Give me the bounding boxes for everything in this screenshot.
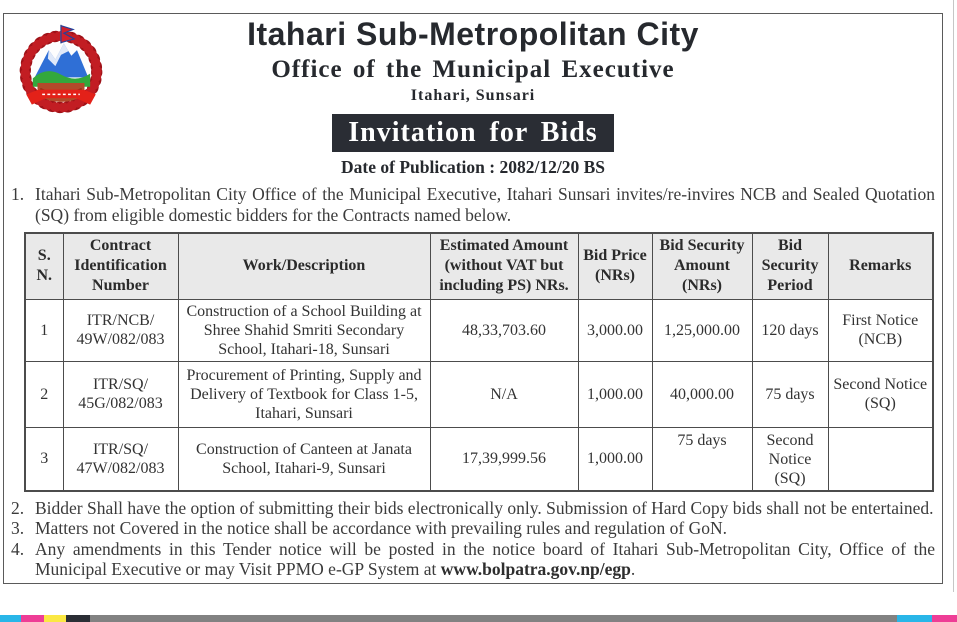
col-header-description: Work/Description — [178, 233, 430, 299]
table-row — [25, 427, 933, 491]
cell-remarks: First Notice (NCB) — [828, 299, 933, 361]
egp-url-text: www.bolpatra.gov.np/egp — [440, 559, 631, 579]
cell-estimated-amount: N/A — [430, 361, 578, 427]
page-title: Itahari Sub-Metropolitan City — [247, 16, 699, 52]
cell-description: Construction of a School Building at Shree Shahid Smriti Secondary School, Itahari-18, Sunsari — [178, 299, 430, 361]
cell-sn: 2 — [25, 361, 63, 427]
notice-header — [4, 16, 942, 177]
cell-bid-security-period: 75 days — [752, 361, 828, 427]
notice-border-box — [3, 13, 943, 584]
table-row — [25, 361, 933, 427]
note-text-suffix: . — [630, 559, 636, 579]
cell-bid-security-amount: 40,000.00 — [652, 361, 752, 427]
col-header-contract-id: Contract Identification Number — [63, 233, 178, 299]
col-header-remarks: Remarks — [828, 233, 933, 299]
bar-gray-segment — [90, 615, 897, 622]
note-text: Bidder Shall have the option of submitting their bids electronically only. Submission of Hard Copy bids shall not be entertained. — [35, 497, 934, 518]
cell-estimated-amount: 48,33,703.60 — [430, 299, 578, 361]
cell-bid-security-amount: 1,25,000.00 — [652, 299, 752, 361]
cell-estimated-amount: 17,39,999.56 — [430, 427, 578, 491]
bar-yellow-segment — [44, 615, 66, 622]
intro-text: Itahari Sub-Metropolitan City Office of the Municipal Executive, Itahari Sunsari invites/re-invires NCB and Sealed Quotation (SQ) from eligible domestic bidders for the Contracts named below. — [35, 184, 935, 225]
cell-description: Construction of Canteen at Janata School, Itahari-9, Sunsari — [178, 427, 430, 491]
note-paragraph — [11, 539, 935, 580]
note-paragraph — [11, 518, 935, 539]
nepal-emblem-logo — [14, 19, 108, 117]
cell-bid-price: 1,000.00 — [578, 361, 652, 427]
note-paragraph — [11, 498, 935, 519]
col-header-sn: S. N. — [25, 233, 63, 299]
office-subtitle: Office of the Municipal Executive — [271, 56, 675, 83]
table-header-row — [25, 233, 933, 299]
col-header-bid-security-period: Bid Security Period — [752, 233, 828, 299]
intro-paragraph — [11, 184, 935, 225]
cell-bid-security-period: 75 days — [652, 427, 752, 491]
col-header-bid-security-amount: Bid Security Amount (NRs) — [652, 233, 752, 299]
cell-remarks: Second Notice (SQ) — [752, 427, 828, 491]
cell-bid-security-period: 120 days — [752, 299, 828, 361]
publication-date: Date of Publication : 2082/12/20 BS — [341, 157, 605, 177]
cell-contract-id: ITR/NCB/ 49W/082/083 — [63, 299, 178, 361]
location-line: Itahari, Sunsari — [410, 87, 536, 104]
cell-sn: 1 — [25, 299, 63, 361]
cell-sn: 3 — [25, 427, 63, 491]
bar-cyan-segment — [897, 615, 932, 622]
banner-row — [4, 114, 942, 152]
cell-remarks: Second Notice (SQ) — [828, 361, 933, 427]
cell-contract-id: ITR/SQ/ 45G/082/083 — [63, 361, 178, 427]
note-text — [35, 539, 935, 580]
bar-magenta-segment — [21, 615, 44, 622]
table-row — [25, 299, 933, 361]
bids-table — [24, 232, 934, 492]
cell-description: Procurement of Printing, Supply and Delivery of Textbook for Class 1-5, Itahari, Sunsari — [178, 361, 430, 427]
note-text: Matters not Covered in the notice shall be accordance with prevailing rules and regulation of GoN. — [35, 518, 728, 538]
column-divider-rule — [953, 0, 954, 592]
invitation-banner: Invitation for Bids — [332, 114, 613, 152]
note-text-lead: Any amendments in this Tender notice will be posted in the notice board of Itahari Sub-Metropolitan City, Office of the Municipal Executive or may Visit PPMO e-GP System at — [35, 538, 935, 579]
notes-section — [11, 498, 935, 580]
cell-contract-id: ITR/SQ/ 47W/082/083 — [63, 427, 178, 491]
cell-bid-price: 1,000.00 — [578, 427, 652, 491]
list-number: 1. — [11, 184, 25, 204]
bar-cyan-segment — [0, 615, 21, 622]
bar-magenta-segment — [932, 615, 957, 622]
list-number: 4. — [11, 538, 25, 559]
cell-bid-price: 3,000.00 — [578, 299, 652, 361]
col-header-estimated-amount: Estimated Amount (without VAT but including PS) NRs. — [430, 233, 578, 299]
col-header-bid-price: Bid Price (NRs) — [578, 233, 652, 299]
bar-black-segment — [66, 615, 90, 622]
print-registration-bar — [0, 615, 957, 622]
list-number: 3. — [11, 518, 25, 538]
list-number: 2. — [11, 497, 25, 518]
